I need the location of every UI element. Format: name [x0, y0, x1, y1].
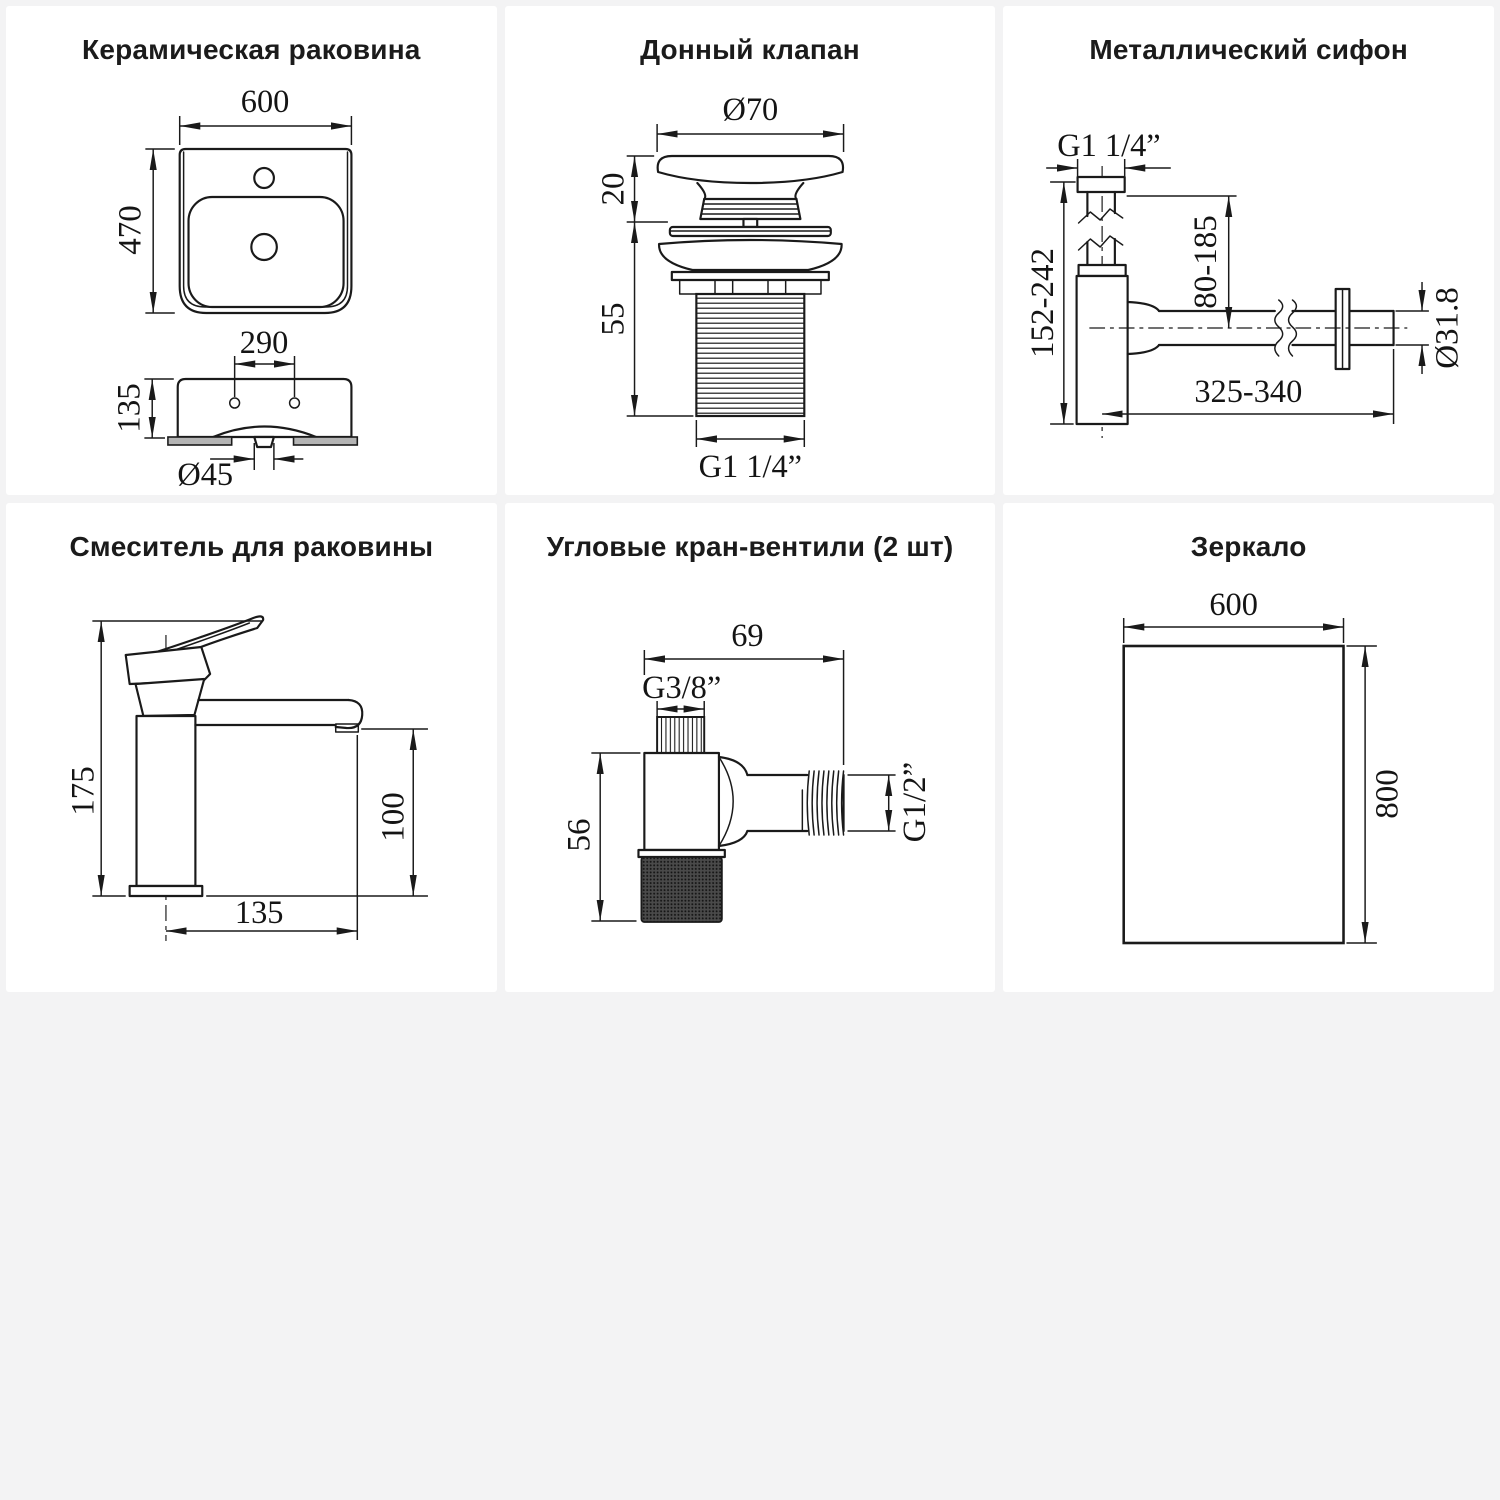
dim-valve-thread-length: 55	[595, 302, 632, 336]
angle-valve-dimensions	[561, 618, 932, 921]
panel-title: Угловые кран-вентили (2 шт)	[546, 531, 954, 562]
dim-faucet-spout-height: 100	[375, 792, 412, 842]
dim-siphon-pipe-diameter: Ø31.8	[1429, 287, 1466, 369]
siphon-collar	[1079, 265, 1126, 276]
panel-faucet	[6, 503, 497, 992]
valve-housing	[644, 753, 719, 850]
angle-valve-body	[638, 717, 843, 922]
dim-sink-depth: 470	[112, 205, 149, 255]
dim-sink-side-height: 135	[111, 383, 148, 433]
faucet-base	[130, 886, 203, 896]
sink-top-view	[180, 149, 352, 313]
mirror-drawing	[1003, 503, 1494, 992]
dim-angle-valve-outlet-thread: G1/2”	[896, 761, 933, 843]
overflow-arch	[213, 427, 316, 438]
sink-side-view	[168, 379, 357, 447]
dim-siphon-inlet-range: 80-185	[1188, 215, 1225, 309]
dim-sink-drain: Ø45	[177, 456, 234, 494]
valve-cap	[657, 156, 842, 183]
mirror-outline	[1124, 646, 1344, 943]
siphon-top-flange	[1078, 177, 1125, 192]
valve-nut	[679, 280, 820, 294]
panel-mirror	[1003, 503, 1494, 992]
panel-title: Керамическая раковина	[82, 34, 421, 65]
dim-mirror-height: 800	[1370, 769, 1406, 819]
panel-title: Металлический сифон	[1089, 34, 1408, 65]
sink-basin	[189, 197, 344, 307]
faucet-body	[126, 616, 363, 941]
mounting-strip-right	[294, 437, 358, 445]
valve-bowl	[659, 240, 842, 270]
faucet-dimensions	[66, 621, 428, 940]
panel-title: Смеситель для раковины	[69, 531, 434, 562]
break-line	[1079, 209, 1123, 223]
drain-valve-dimensions	[596, 92, 844, 485]
panel-drain-valve	[505, 6, 996, 495]
dim-siphon-height-range: 152-242	[1025, 248, 1062, 358]
mounting-strip-left	[168, 437, 232, 445]
faucet-column	[137, 716, 196, 886]
faucet-drawing	[6, 503, 497, 992]
drain-valve-body	[657, 156, 842, 416]
outlet-thread-coil	[807, 771, 843, 835]
panel-siphon	[1003, 6, 1494, 495]
valve-thread	[696, 294, 804, 416]
dim-valve-cap-height: 20	[595, 172, 632, 206]
inlet-thread-stub	[657, 717, 704, 753]
dim-mirror-width: 600	[1209, 586, 1259, 624]
panel-title: Донный клапан	[640, 34, 860, 65]
dim-siphon-length-range: 325-340	[1194, 373, 1303, 411]
panel-angle-valve	[505, 503, 996, 992]
faucet-hole	[254, 168, 274, 188]
siphon-cup	[1077, 276, 1128, 424]
dim-angle-valve-height: 56	[561, 818, 597, 852]
dim-valve-thread-size: G1 1/4”	[698, 448, 802, 486]
dim-faucet-spout-reach: 135	[234, 894, 284, 932]
drain-stub	[254, 437, 274, 447]
sink-drawing	[6, 6, 497, 495]
panel-sink	[6, 6, 497, 495]
valve-flange	[671, 272, 828, 280]
dim-angle-valve-width: 69	[730, 617, 764, 655]
dim-angle-valve-inlet-thread: G3/8”	[641, 669, 721, 707]
drain-hole	[251, 234, 277, 260]
dim-faucet-height: 175	[65, 766, 102, 816]
angle-valve-drawing	[505, 503, 996, 992]
siphon-drawing	[1003, 6, 1494, 495]
break-line	[1079, 236, 1123, 250]
handle-cone	[136, 679, 205, 716]
knurled-handle	[641, 857, 721, 922]
drain-valve-drawing	[505, 6, 996, 495]
dim-sink-width: 600	[240, 83, 290, 121]
dim-valve-cap-diameter: Ø70	[722, 91, 778, 129]
panel-title: Зеркало	[1190, 531, 1307, 562]
dim-sink-hole-spacing: 290	[239, 324, 289, 362]
handle-lip	[638, 850, 724, 857]
dim-siphon-thread: G1 1/4”	[1057, 127, 1162, 165]
